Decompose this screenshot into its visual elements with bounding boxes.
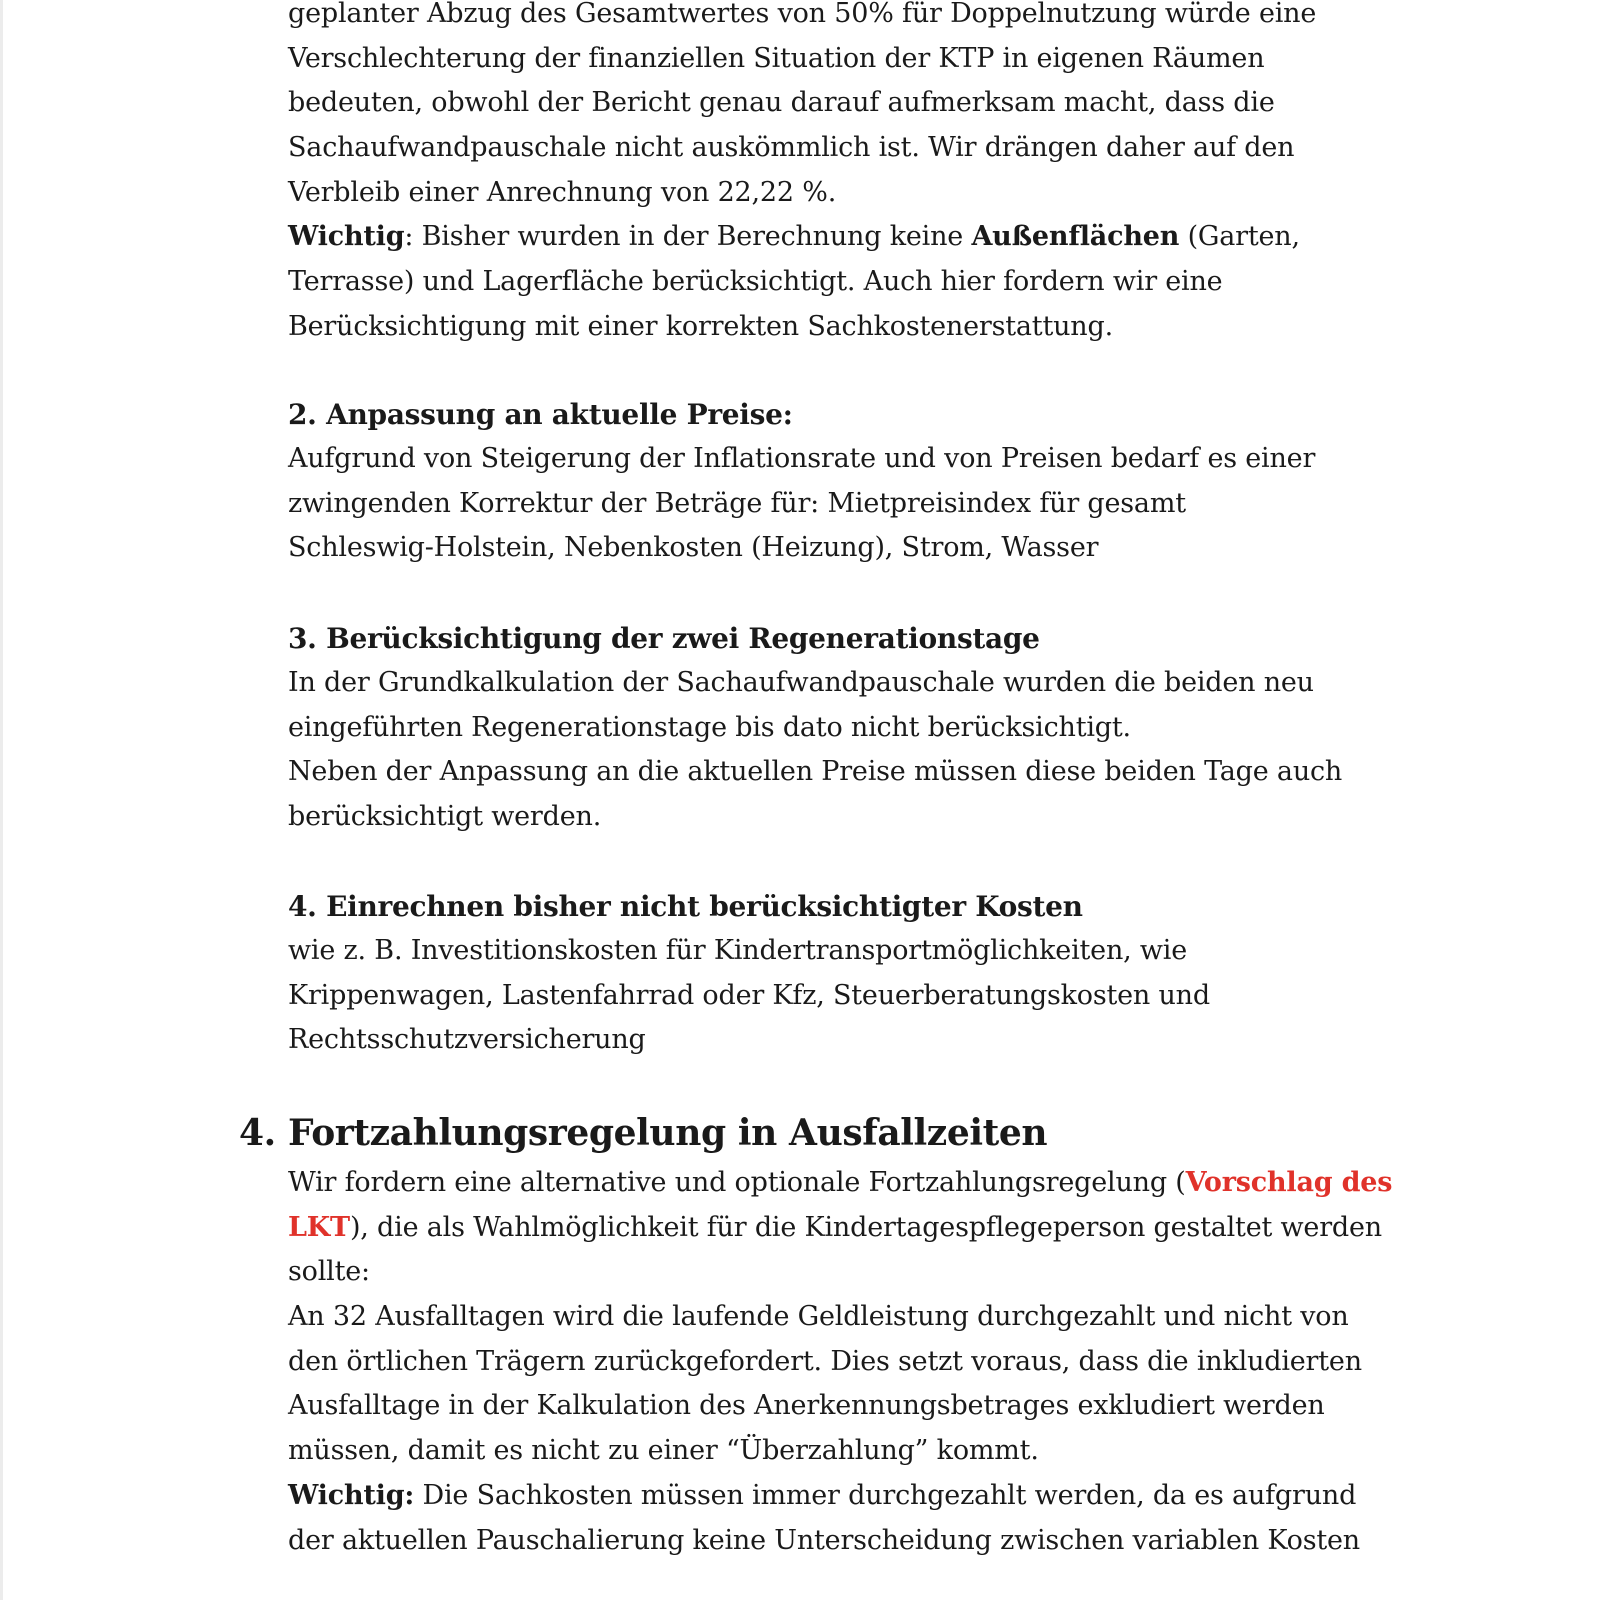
important-label: Wichtig: bbox=[288, 1479, 415, 1511]
lkt-proposal-link-cont[interactable]: LKT bbox=[288, 1211, 350, 1243]
text-line: Krippenwagen, Lastenfahrrad oder Kfz, Steuerberatungskosten und bbox=[288, 979, 1210, 1011]
paragraph-regeneration bbox=[288, 661, 1428, 840]
text-line: LKT), die als Wahlmöglichkeit für die Kindertagespflegeperson gestaltet werden bbox=[288, 1211, 1382, 1243]
section-title: Fortzahlungsregelung in Ausfallzeiten bbox=[288, 1112, 1048, 1154]
lkt-proposal-link[interactable]: Vorschlag des bbox=[1185, 1167, 1393, 1198]
page-edge bbox=[0, 0, 3, 1600]
text-line: zwingenden Korrektur der Beträge für: Mietpreisindex für gesamt bbox=[288, 487, 1186, 519]
text-line: In der Grundkalkulation der Sachaufwandpauschale wurden die beiden neu bbox=[288, 667, 1314, 698]
text-line: den örtlichen Trägern zurückgefordert. Dies setzt voraus, dass die inkludierten bbox=[288, 1345, 1362, 1377]
paragraph-fortzahlung bbox=[288, 1161, 1428, 1563]
subsection-heading-3: 3. Berücksichtigung der zwei Regenerationstage bbox=[288, 622, 1040, 655]
text-line: der aktuellen Pauschalierung keine Unterscheidung zwischen variablen Kosten bbox=[288, 1524, 1360, 1556]
text-line: Terrasse) und Lagerfläche berücksichtigt. Auch hier fordern wir eine bbox=[288, 266, 1223, 298]
text-line: Verschlechterung der finanziellen Situation der KTP in eigenen Räumen bbox=[288, 42, 1265, 74]
section-heading-4 bbox=[239, 1112, 1047, 1154]
text-line: An 32 Ausfalltagen wird die laufende Geldleistung durchgezahlt und nicht von bbox=[288, 1301, 1349, 1333]
text-line: Ausfalltage in der Kalkulation des Anerkennungsbetrages exkludiert werden bbox=[288, 1390, 1325, 1422]
important-note: Wichtig: Die Sachkosten müssen immer durchgezahlt werden, da es aufgrund bbox=[288, 1479, 1357, 1511]
text-line: geplanter Abzug des Gesamtwertes von 50% für Doppelnutzung würde eine bbox=[288, 0, 1317, 29]
text-line: wie z. B. Investitionskosten für Kindertransportmöglichkeiten, wie bbox=[288, 935, 1188, 966]
text-line: sollte: bbox=[288, 1256, 370, 1288]
important-note: Wichtig: Bisher wurden in der Berechnung keine Außenflächen (Garten, bbox=[288, 221, 1300, 253]
text-line: Wir fordern eine alternative und optionale Fortzahlungsregelung (Vorschlag des bbox=[288, 1167, 1393, 1198]
text-line: Verbleib einer Anrechnung von 22,22 %. bbox=[288, 176, 837, 208]
text-line: Aufgrund von Steigerung der Inflationsrate und von Preisen bedarf es einer bbox=[288, 443, 1316, 474]
subsection-heading-2: 2. Anpassung an aktuelle Preise: bbox=[288, 398, 793, 431]
text-line: Sachaufwandpauschale nicht auskömmlich ist. Wir drängen daher auf den bbox=[288, 132, 1295, 164]
paragraph-costs bbox=[288, 929, 1428, 1063]
text-line: Schleswig-Holstein, Nebenkosten (Heizung), Strom, Wasser bbox=[288, 532, 1099, 564]
important-label: Wichtig bbox=[288, 221, 405, 253]
text-line: Neben der Anpassung an die aktuellen Preise müssen diese beiden Tage auch bbox=[288, 756, 1343, 788]
section-number: 4. bbox=[239, 1112, 276, 1154]
text-line: berücksichtigt werden. bbox=[288, 801, 602, 833]
text-line: bedeuten, obwohl der Bericht genau darauf aufmerksam macht, dass die bbox=[288, 87, 1275, 119]
paragraph-prices bbox=[288, 437, 1428, 571]
text-line: Rechtsschutzversicherung bbox=[288, 1024, 646, 1056]
subsection-heading-4: 4. Einrechnen bisher nicht berücksichtigter Kosten bbox=[288, 890, 1083, 923]
text-line: Berücksichtigung mit einer korrekten Sachkostenerstattung. bbox=[288, 310, 1113, 342]
text-line: eingeführten Regenerationstage bis dato nicht berücksichtigt. bbox=[288, 711, 1131, 743]
bold-term: Außenflächen bbox=[971, 221, 1180, 253]
text-line: müssen, damit es nicht zu einer “Überzahlung” kommt. bbox=[288, 1435, 1039, 1467]
paragraph-doppelnutzung bbox=[288, 0, 1428, 350]
